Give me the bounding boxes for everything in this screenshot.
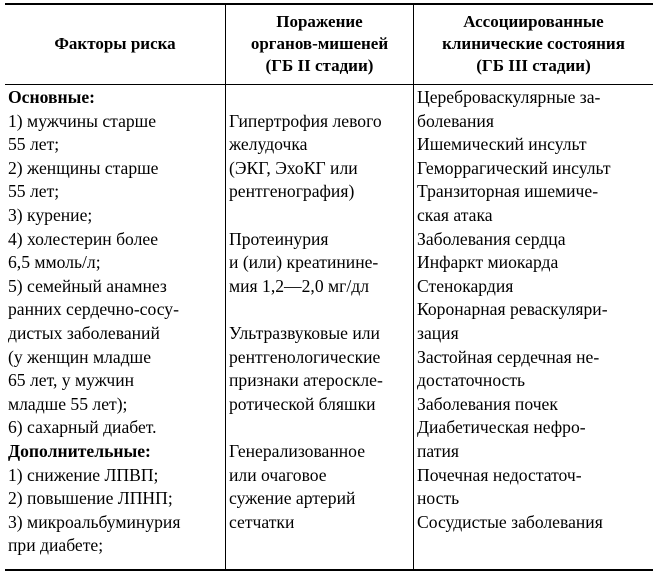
table-cell-line: Гипертрофия левого — [229, 110, 382, 131]
table-cell-line — [417, 534, 653, 558]
table-cell-line — [229, 204, 413, 228]
header-risk-factors — [5, 6, 225, 82]
table-cell-line: ская атака — [417, 204, 493, 225]
table-cell-line: Застойная сердечная не- — [417, 346, 600, 367]
table-cell-line: Дополнительные: — [8, 440, 151, 461]
table-cell-line: Ультразвуковые или — [229, 322, 380, 343]
table-cell-line: Протеинурия — [229, 228, 329, 249]
table-cell-line: (у женщин младше — [8, 346, 152, 367]
table-cell-line: 1) снижение ЛПВП; — [8, 464, 159, 485]
table-cell-line: Почечная недостаточ- — [417, 464, 582, 485]
table-cell-line — [229, 416, 413, 440]
table-cell-line: 6) сахарный диабет. — [8, 417, 157, 438]
table-cell-line: Инфаркт миокарда — [417, 252, 559, 273]
risk-factors-column — [8, 86, 224, 558]
table-cell-line: Заболевания почек — [417, 393, 558, 414]
table-cell-line: дистых заболеваний — [8, 322, 160, 343]
table-cell-line: Основные: — [8, 87, 96, 107]
table-cell-line: 4) холестерин более — [8, 228, 159, 249]
table-cell-line: (ЭКГ, ЭхоКГ или — [229, 157, 358, 178]
table-cell-line: зация — [417, 322, 459, 343]
header-clinical-conditions-text: Ассоциированные клинические состояния (ГБ III стадии) — [442, 12, 625, 75]
table-cell-line: рентгенография) — [229, 181, 355, 202]
table-bottom-border — [5, 569, 653, 571]
table-cell-line: 55 лет; — [8, 181, 60, 202]
table-cell-line: младше 55 лет); — [8, 393, 128, 414]
table-cell-line: Сосудистые заболевания — [417, 511, 603, 532]
table-cell-line: 3) курение; — [8, 204, 93, 225]
table-cell-line: ранних сердечно-сосу- — [8, 299, 179, 320]
table-cell-line: 2) повышение ЛПНП; — [8, 488, 173, 509]
table-cell-line: Стенокардия — [417, 275, 514, 296]
table-cell-line: 3) микроальбуминурия — [8, 511, 181, 532]
column-divider-1 — [225, 3, 226, 571]
table-cell-line: и (или) креатинине- — [229, 252, 379, 273]
table-cell-line: Ишемический инсульт — [417, 134, 587, 155]
table-cell-line: 5) семейный анамнез — [8, 275, 167, 296]
table-cell-line: ность — [417, 488, 460, 509]
table-cell-line — [229, 534, 413, 558]
table-cell-line: Коронарная реваскуляри- — [417, 299, 608, 320]
table-cell-line: болевания — [417, 110, 494, 131]
table-cell-line: достаточность — [417, 370, 526, 391]
column-divider-2 — [413, 3, 414, 571]
header-target-organs-text: Поражение органов-мишеней (ГБ II стадии) — [250, 12, 389, 75]
table-cell-line: 65 лет, у мужчин — [8, 370, 135, 391]
table-cell-line: при диабете; — [8, 535, 104, 556]
table-cell-line: патия — [417, 440, 459, 461]
header-separator — [5, 84, 653, 85]
table-cell-line: Цереброваскулярные за- — [417, 87, 601, 107]
table-cell-line: 1) мужчины старше — [8, 110, 157, 131]
header-target-organs — [226, 6, 413, 82]
table-cell-line: Диабетическая нефро- — [417, 417, 586, 438]
table-cell-line: сетчатки — [229, 511, 295, 532]
table-cell-line: 2) женщины старше — [8, 157, 159, 178]
table-cell-line: 55 лет; — [8, 134, 60, 155]
table-cell-line: 6,5 ммоль/л; — [8, 252, 101, 273]
table-cell-line: Геморрагический инсульт — [417, 157, 611, 178]
table-cell-line: признаки атероскле- — [229, 370, 383, 391]
table-cell-line: рентгенологические — [229, 346, 381, 367]
table-cell-line — [229, 86, 413, 110]
target-organs-column — [229, 86, 413, 558]
header-risk-factors-text: Факторы риска — [54, 34, 176, 53]
table-cell-line: или очаговое — [229, 464, 327, 485]
clinical-conditions-column — [417, 86, 653, 558]
table-cell-line: ротической бляшки — [229, 393, 376, 414]
table-cell-line: сужение артерий — [229, 488, 356, 509]
table-cell-line: Генерализованное — [229, 440, 365, 461]
table-cell-line: мия 1,2—2,0 мг/дл — [229, 275, 369, 296]
table-cell-line: Транзиторная ишемиче- — [417, 181, 599, 202]
table-cell-line: желудочка — [229, 134, 308, 155]
table-top-border — [5, 3, 653, 5]
table-cell-line: Заболевания сердца — [417, 228, 566, 249]
header-clinical-conditions — [414, 6, 653, 82]
table-cell-line — [229, 298, 413, 322]
